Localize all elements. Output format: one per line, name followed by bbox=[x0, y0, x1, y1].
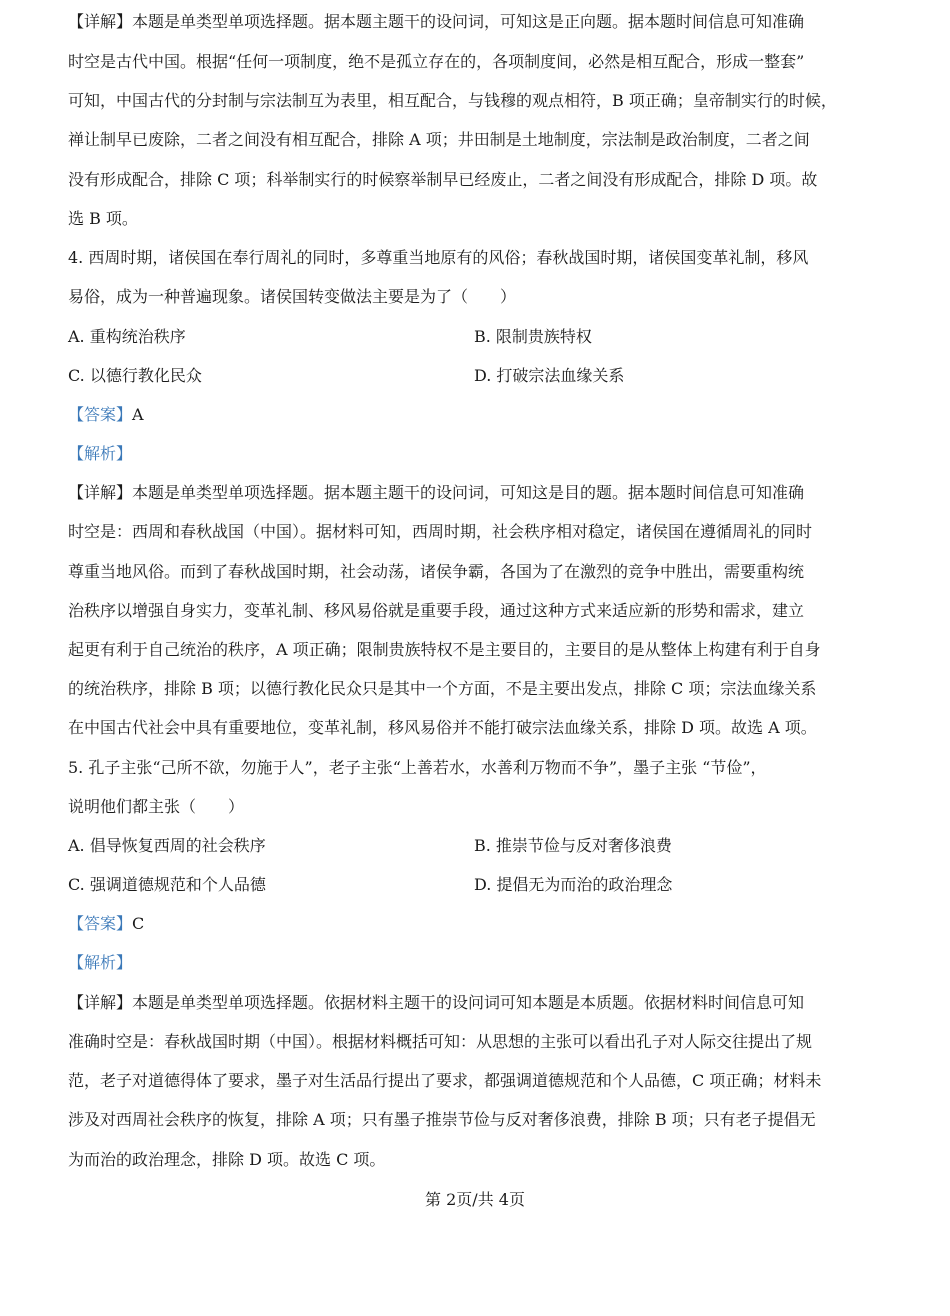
detail-line: 没有形成配合，排除 C 项；科举制实行的时候察举制早已经废止，二者之间没有形成配合，排除 D 项。故 bbox=[68, 170, 818, 189]
answer-tag: 【答案】 bbox=[68, 914, 133, 933]
q5-option-c: C. 强调道德规范和个人品德 bbox=[68, 875, 266, 894]
analysis-tag: 【解析】 bbox=[68, 444, 133, 463]
analysis-tag: 【解析】 bbox=[68, 953, 133, 972]
q4-answer bbox=[68, 403, 144, 427]
detail-line: 可知，中国古代的分封制与宗法制互为表里，相互配合，与钱穆的观点相符，B 项正确；皇帝制实行的时候， bbox=[68, 91, 837, 110]
q4-option-c: C. 以德行教化民众 bbox=[68, 366, 202, 385]
question-5-stem: 说明他们都主张（ ） bbox=[68, 797, 245, 816]
detail-line: 涉及对西周社会秩序的恢复，排除 A 项；只有墨子推崇节俭与反对奢侈浪费，排除 B 项；只有老子提倡无 bbox=[68, 1110, 816, 1129]
detail-line: 为而治的政治理念，排除 D 项。故选 C 项。 bbox=[68, 1150, 386, 1169]
q5-option-a: A. 倡导恢复西周的社会秩序 bbox=[68, 836, 266, 855]
detail-line: 禅让制早已废除，二者之间没有相互配合，排除 A 项；井田制是土地制度，宗法制是政治制度，二者之间 bbox=[68, 130, 810, 149]
q5-option-d: D. 提倡无为而治的政治理念 bbox=[474, 875, 673, 894]
answer-tag: 【答案】 bbox=[68, 405, 133, 424]
question-4-stem: 易俗，成为一种普遍现象。诸侯国转变做法主要是为了（ ） bbox=[68, 287, 517, 306]
question-5-stem: 5. 孔子主张“己所不欲，勿施于人”，老子主张“上善若水，水善利万物而不争”，墨子主张 “节俭”， bbox=[68, 758, 767, 777]
detail-line: 尊重当地风俗。而到了春秋战国时期，社会动荡，诸侯争霸，各国为了在激烈的竞争中胜出，需要重构统 bbox=[68, 562, 805, 581]
detail-line: 准确时空是：春秋战国时期（中国）。根据材料概括可知：从思想的主张可以看出孔子对人际交往提出了规 bbox=[68, 1032, 813, 1051]
question-4-stem: 4. 西周时期，诸侯国在奉行周礼的同时，多尊重当地原有的风俗；春秋战国时期，诸侯国变革礼制，移风 bbox=[68, 248, 809, 267]
detail-line: 【详解】本题是单类型单项选择题。据本题主题干的设问词，可知这是目的题。据本题时间信息可知准确 bbox=[68, 483, 805, 502]
answer-value: A bbox=[132, 405, 144, 424]
detail-line: 的统治秩序，排除 B 项；以德行教化民众只是其中一个方面，不是主要出发点，排除 C 项；宗法血缘关系 bbox=[68, 679, 817, 698]
page-footer: 第 2页/共 4页 bbox=[425, 1190, 525, 1209]
detail-line: 在中国古代社会中具有重要地位，变革礼制，移风易俗并不能打破宗法血缘关系，排除 D 项。故选 A 项。 bbox=[68, 718, 817, 737]
detail-line: 时空是古代中国。根据“任何一项制度，绝不是孤立存在的，各项制度间，必然是相互配合，形成一整套” bbox=[68, 52, 805, 71]
detail-line: 【详解】本题是单类型单项选择题。依据材料主题干的设问词可知本题是本质题。依据材料时间信息可知 bbox=[68, 993, 805, 1012]
detail-line: 时空是：西周和春秋战国（中国）。据材料可知，西周时期，社会秩序相对稳定，诸侯国在遵循周礼的同时 bbox=[68, 522, 813, 541]
q5-option-b: B. 推崇节俭与反对奢侈浪费 bbox=[474, 836, 672, 855]
detail-line: 范，老子对道德得体了要求，墨子对生活品行提出了要求，都强调道德规范和个人品德，C 项正确；材料未 bbox=[68, 1071, 822, 1090]
answer-value: C bbox=[132, 914, 145, 933]
detail-line: 【详解】本题是单类型单项选择题。据本题主题干的设问词，可知这是正向题。据本题时间信息可知准确 bbox=[68, 12, 805, 31]
q4-option-a: A. 重构统治秩序 bbox=[68, 327, 186, 346]
q4-option-b: B. 限制贵族特权 bbox=[474, 327, 592, 346]
detail-line: 选 B 项。 bbox=[68, 209, 138, 228]
detail-line: 起更有利于自己统治的秩序，A 项正确；限制贵族特权不是主要目的，主要目的是从整体上构建有利于自身 bbox=[68, 640, 821, 659]
q5-answer bbox=[68, 912, 144, 936]
q4-option-d: D. 打破宗法血缘关系 bbox=[474, 366, 625, 385]
detail-line: 治秩序以增强自身实力，变革礼制、移风易俗就是重要手段，通过这种方式来适应新的形势和需求，建立 bbox=[68, 601, 805, 620]
